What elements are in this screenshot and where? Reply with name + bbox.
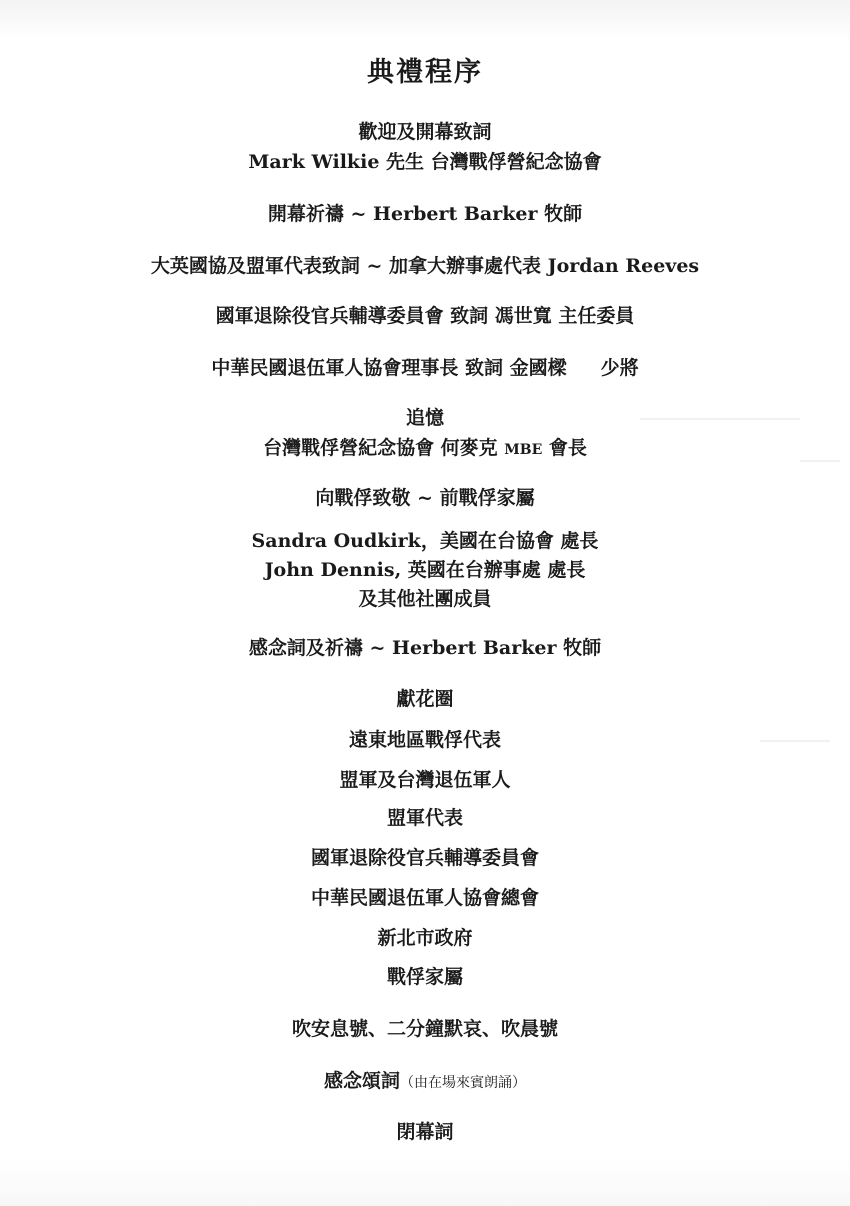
wreath-item: 中華民國退伍軍人協會總會 <box>310 887 539 909</box>
ode-title: 感念頌詞 <box>323 1070 400 1092</box>
wreath-item: 新北市政府 <box>377 927 473 949</box>
wreaths-heading: 獻花圈 <box>396 688 454 710</box>
welcome-heading: 歡迎及開幕致詞 <box>358 121 492 143</box>
silence-line: 吹安息號、二分鐘默哀、吹晨號 <box>291 1018 558 1040</box>
remembrance-heading: 追憶 <box>405 407 444 429</box>
tribute-line: Sandra Oudkirk，美國在台協會 處長 <box>251 530 599 552</box>
opening-prayer: 開幕祈禱 ~ Herbert Barker 牧師 <box>267 203 583 225</box>
welcome-speaker: Mark Wilkie 先生 台灣戰俘營紀念協會 <box>248 151 602 173</box>
ode-note: （由在場來賓朗誦） <box>400 1075 526 1091</box>
veterans-address <box>0 357 850 379</box>
page-title: 典禮程序 <box>367 57 483 88</box>
vac-address: 國軍退除役官兵輔導委員會 致詞 馮世寬 主任委員 <box>215 305 635 327</box>
wreath-item: 戰俘家屬 <box>386 966 463 988</box>
wreath-item: 遠東地區戰俘代表 <box>348 729 501 751</box>
tribute-line: 及其他社團成員 <box>358 588 492 610</box>
remembrance-speaker <box>0 437 850 461</box>
closing-line: 閉幕詞 <box>396 1121 454 1143</box>
wreath-item: 盟軍及台灣退伍軍人 <box>339 769 511 791</box>
remembrance-speaker-name: 台灣戰俘營紀念協會 何麥克 <box>263 437 505 459</box>
veterans-address-rank: 少將 <box>600 357 639 379</box>
thanks-prayer: 感念詞及祈禱 ~ Herbert Barker 牧師 <box>248 637 602 659</box>
ode-line <box>0 1070 850 1094</box>
remembrance-speaker-role: 會長 <box>542 437 587 459</box>
remembrance-honour: MBE <box>504 442 543 458</box>
allied-address: 大英國協及盟軍代表致詞 ~ 加拿大辦事處代表 Jordan Reeves <box>150 255 700 277</box>
wreath-item: 國軍退除役官兵輔導委員會 <box>310 847 539 869</box>
tribute-line: John Dennis, 英國在台辦事處 處長 <box>264 559 586 581</box>
veterans-address-text: 中華民國退伍軍人協會理事長 致詞 金國樑 <box>211 357 567 379</box>
tribute-heading: 向戰俘致敬 ~ 前戰俘家屬 <box>315 487 535 509</box>
wreath-item: 盟軍代表 <box>386 807 463 829</box>
